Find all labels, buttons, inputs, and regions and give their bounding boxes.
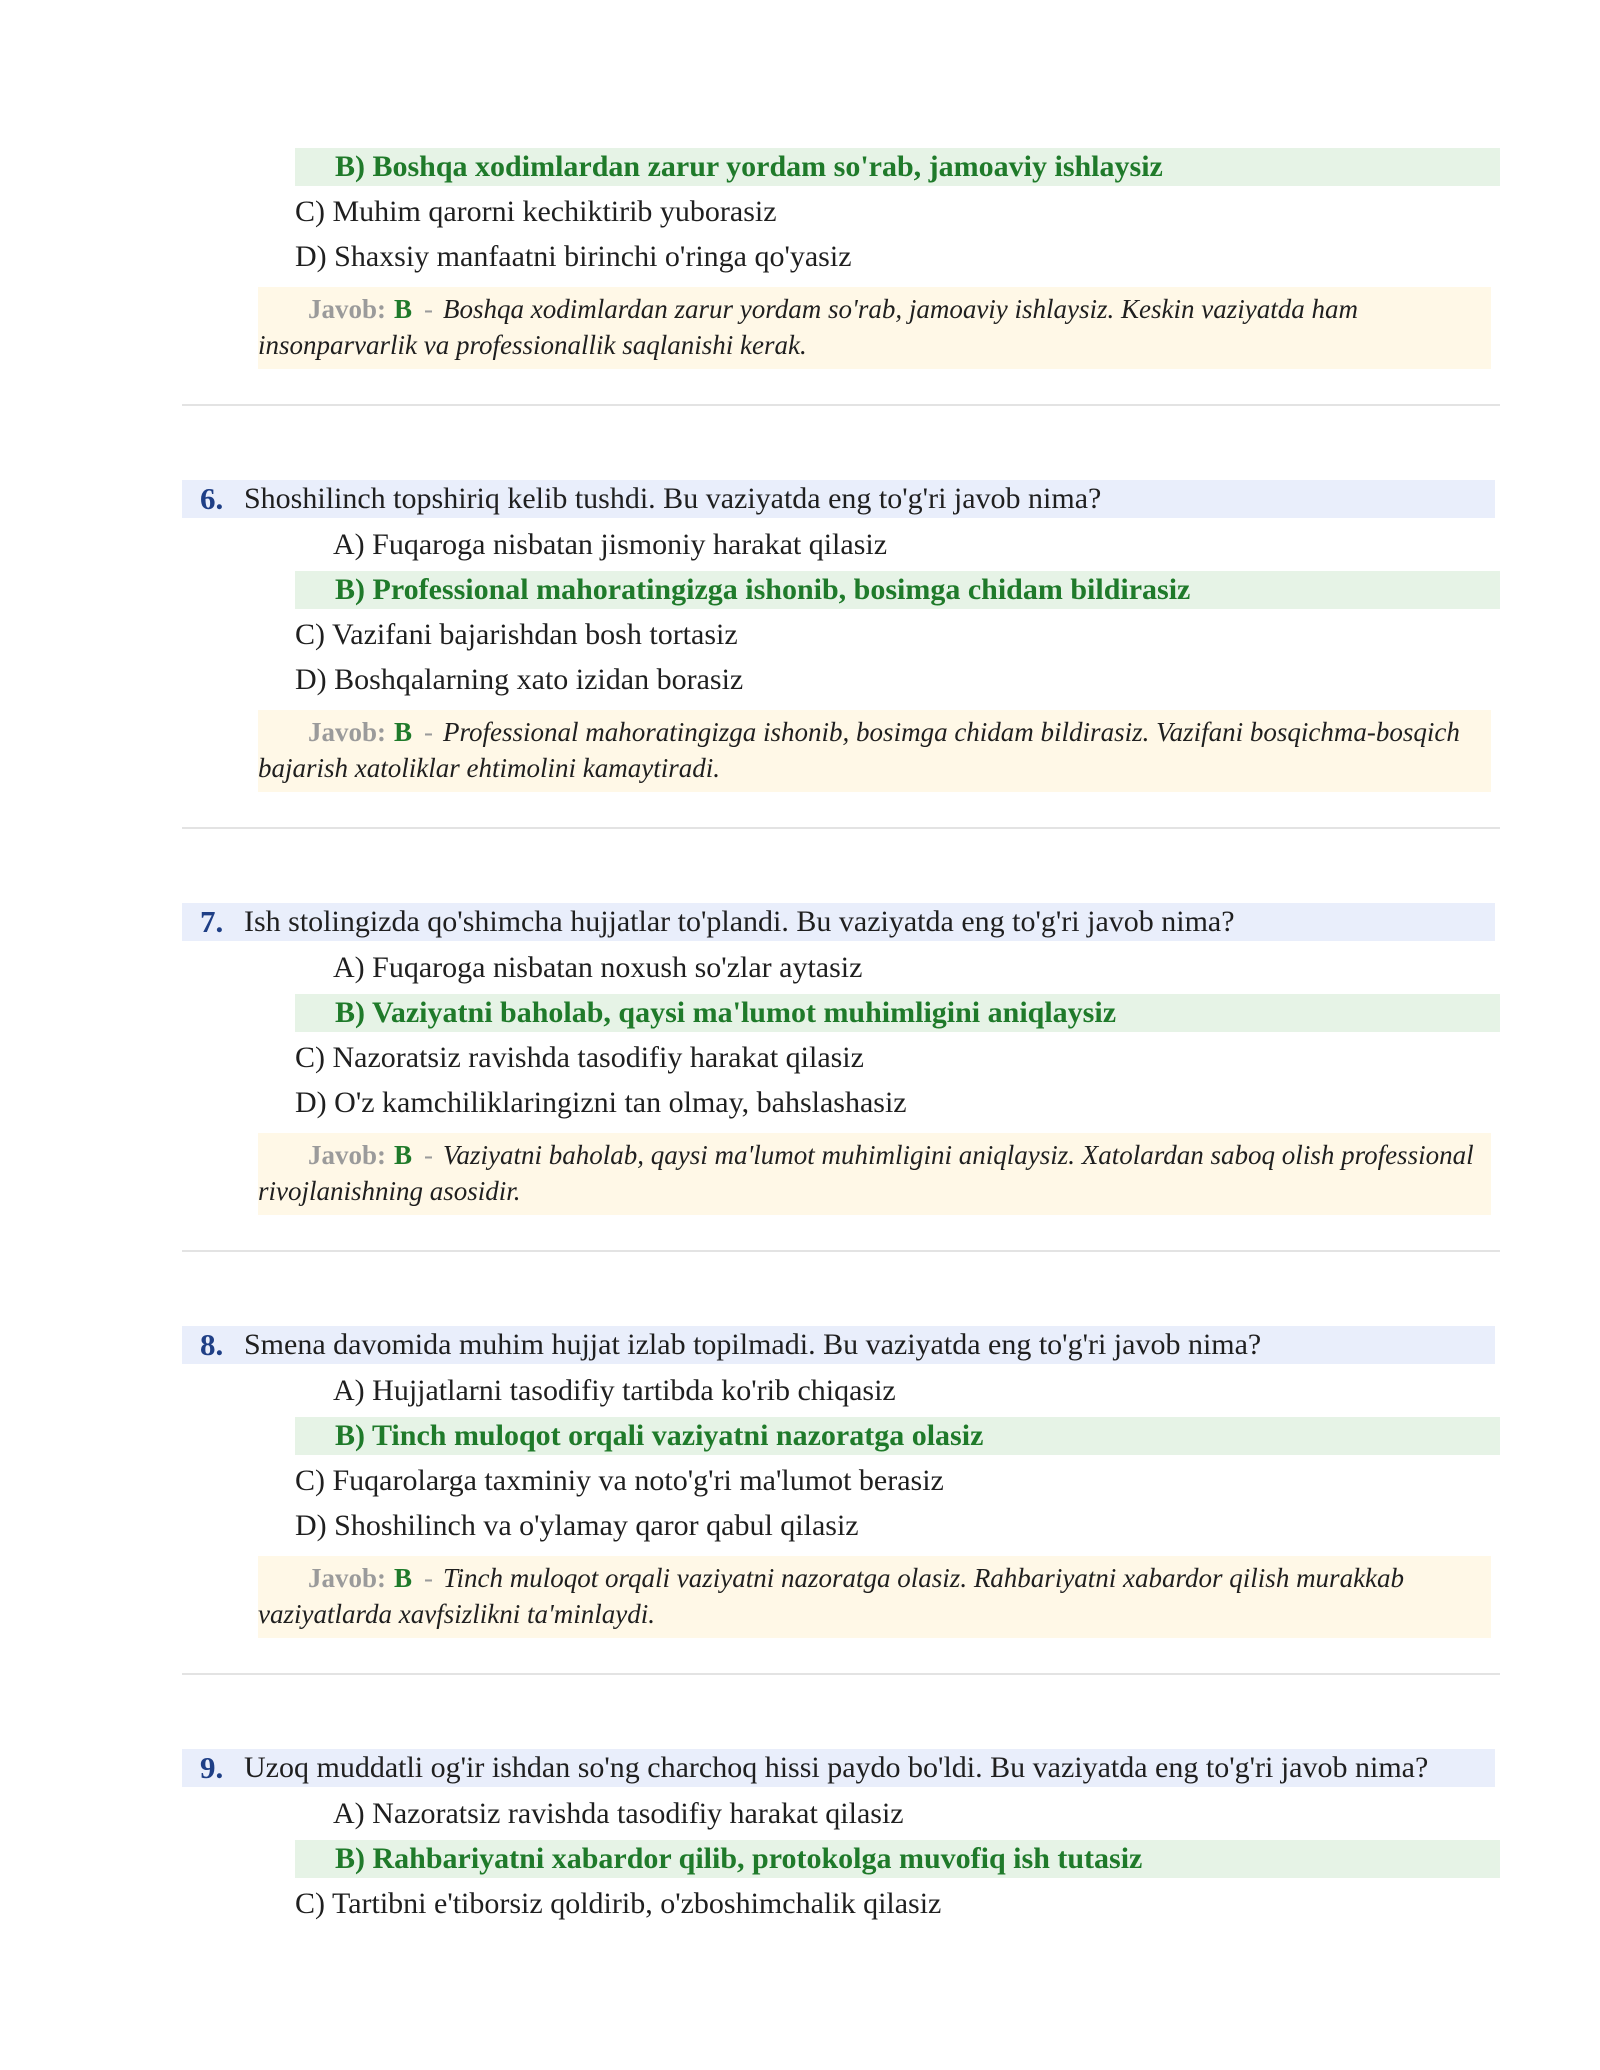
q7-option-a: A) Fuqaroga nisbatan noxush so'zlar aytasiz [333, 951, 863, 984]
answer-dash: - [424, 294, 434, 324]
q9-option-b-correct [295, 1840, 1500, 1878]
q7-option-d: D) O'z kamchiliklaringizni tan olmay, bahslashasiz [295, 1086, 907, 1119]
q5-option-d: D) Shaxsiy manfaatni birinchi o'ringa qo'yasiz [295, 240, 852, 273]
q8-answer-box [258, 1556, 1491, 1638]
answer-explanation: Professional mahoratingizga ishonib, bosimga chidam bildirasiz. Vazifani bosqichma-bosqich bajarish xatoliklar ehtimolini kamaytiradi. [258, 717, 1460, 783]
question-number: 7. [200, 904, 224, 939]
question-number: 8. [200, 1327, 224, 1362]
question-7-header [182, 903, 1495, 941]
q5-answer-box [258, 287, 1491, 369]
q7-answer-box [258, 1133, 1491, 1215]
q8-option-a: A) Hujjatlarni tasodifiy tartibda ko'rib chiqasiz [333, 1374, 896, 1407]
answer-dash: - [424, 717, 434, 747]
answer-letter: B [394, 294, 413, 324]
q6-option-d: D) Boshqalarning xato izidan borasiz [295, 663, 744, 696]
question-number: 9. [200, 1750, 224, 1785]
q6-answer-box [258, 710, 1491, 792]
q7-option-b-text: B) Vaziyatni baholab, qaysi ma'lumot muhimligini aniqlaysiz [335, 996, 1117, 1029]
answer-label: Javob: [308, 1140, 387, 1170]
answer-letter: B [394, 1140, 413, 1170]
question-divider [182, 827, 1500, 829]
answer-label: Javob: [308, 294, 387, 324]
question-text: Smena davomida muhim hujjat izlab topilmadi. Bu vaziyatda eng to'g'ri javob nima? [244, 1328, 1262, 1361]
question-6-header [182, 480, 1495, 518]
q6-option-b-text: B) Professional mahoratingizga ishonib, bosimga chidam bildirasiz [335, 573, 1191, 606]
q7-option-c: C) Nazoratsiz ravishda tasodifiy harakat qilasiz [295, 1041, 864, 1074]
q8-option-d: D) Shoshilinch va o'ylamay qaror qabul qilasiz [295, 1509, 859, 1542]
question-divider [182, 404, 1500, 406]
question-divider [182, 1673, 1500, 1675]
q5-option-b-text: B) Boshqa xodimlardan zarur yordam so'rab, jamoaviy ishlaysiz [335, 150, 1163, 183]
answer-explanation: Tinch muloqot orqali vaziyatni nazoratga olasiz. Rahbariyatni xabardor qilish murakkab vaziyatlarda xavfsizlikni ta'minlaydi. [258, 1563, 1405, 1629]
question-text: Shoshilinch topshiriq kelib tushdi. Bu vaziyatda eng to'g'ri javob nima? [244, 482, 1102, 515]
q6-option-b-correct [295, 571, 1500, 609]
q6-option-a: A) Fuqaroga nisbatan jismoniy harakat qilasiz [333, 528, 888, 561]
q9-option-b-text: B) Rahbariyatni xabardor qilib, protokolga muvofiq ish tutasiz [335, 1842, 1143, 1875]
question-text: Ish stolingizda qo'shimcha hujjatlar to'plandi. Bu vaziyatda eng to'g'ri javob nima? [244, 905, 1235, 938]
question-text: Uzoq muddatli og'ir ishdan so'ng charchoq hissi paydo bo'ldi. Bu vaziyatda eng to'g'ri javob nima? [244, 1751, 1429, 1784]
question-number: 6. [200, 481, 224, 516]
q9-option-a: A) Nazoratsiz ravishda tasodifiy harakat qilasiz [333, 1797, 904, 1830]
answer-label: Javob: [308, 717, 387, 747]
answer-dash: - [424, 1563, 434, 1593]
q8-option-c: C) Fuqarolarga taxminiy va noto'g'ri ma'lumot berasiz [295, 1464, 944, 1497]
q5-option-c: C) Muhim qarorni kechiktirib yuborasiz [295, 195, 777, 228]
q8-option-b-text: B) Tinch muloqot orqali vaziyatni nazoratga olasiz [335, 1419, 984, 1452]
question-9-header [182, 1749, 1495, 1787]
answer-explanation: Boshqa xodimlardan zarur yordam so'rab, jamoaviy ishlaysiz. Keskin vaziyatda ham insonparvarlik va professionallik saqlanishi kerak. [258, 294, 1359, 360]
answer-letter: B [394, 717, 413, 747]
q6-option-c: C) Vazifani bajarishdan bosh tortasiz [295, 618, 738, 651]
q9-option-c: C) Tartibni e'tiborsiz qoldirib, o'zboshimchalik qilasiz [295, 1887, 942, 1920]
q5-option-b-correct [295, 148, 1500, 186]
answer-dash: - [424, 1140, 434, 1170]
answer-letter: B [394, 1563, 413, 1593]
q7-option-b-correct [295, 994, 1500, 1032]
answer-label: Javob: [308, 1563, 387, 1593]
answer-explanation: Vaziyatni baholab, qaysi ma'lumot muhimligini aniqlaysiz. Xatolardan saboq olish professional rivojlanishning asosidir. [258, 1140, 1474, 1206]
q8-option-b-correct [295, 1417, 1500, 1455]
question-divider [182, 1250, 1500, 1252]
question-8-header [182, 1326, 1495, 1364]
